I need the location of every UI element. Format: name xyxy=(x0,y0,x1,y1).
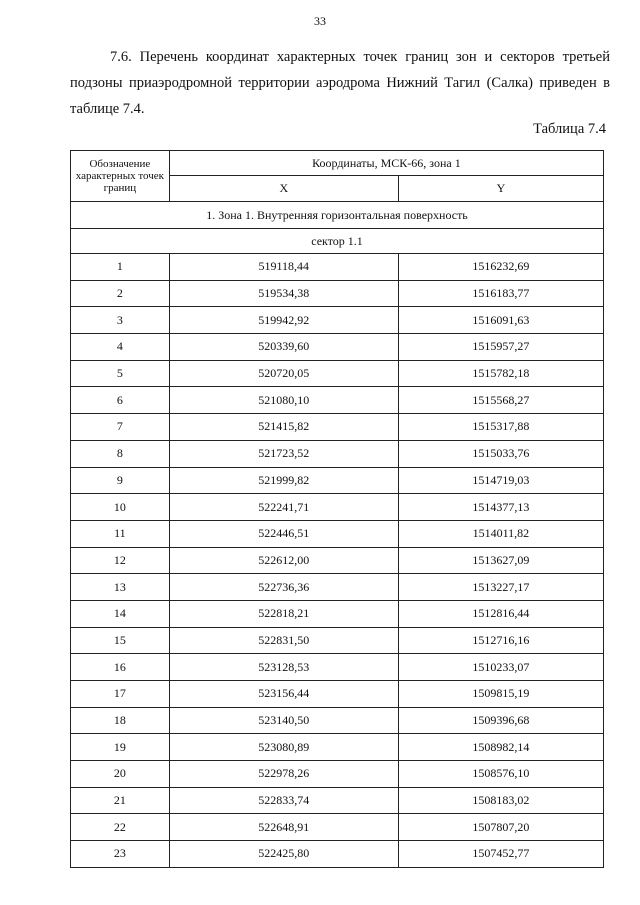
x-coordinate-cell: 520720,05 xyxy=(169,360,398,387)
y-coordinate-cell: 1514719,03 xyxy=(398,467,603,494)
point-number-cell: 16 xyxy=(71,654,170,681)
header-y: Y xyxy=(398,176,603,202)
table-row xyxy=(71,814,604,841)
x-coordinate-cell: 523140,50 xyxy=(169,707,398,734)
table-row xyxy=(71,334,604,361)
intro-paragraph xyxy=(70,44,610,122)
y-coordinate-cell: 1515317,88 xyxy=(398,414,603,441)
y-coordinate-cell: 1508183,02 xyxy=(398,787,603,814)
point-number-cell: 18 xyxy=(71,707,170,734)
table-row xyxy=(71,494,604,521)
x-coordinate-cell: 519534,38 xyxy=(169,280,398,307)
x-coordinate-cell: 522831,50 xyxy=(169,627,398,654)
x-coordinate-cell: 522978,26 xyxy=(169,761,398,788)
y-coordinate-cell: 1515957,27 xyxy=(398,334,603,361)
y-coordinate-cell: 1514011,82 xyxy=(398,520,603,547)
y-coordinate-cell: 1513627,09 xyxy=(398,547,603,574)
y-coordinate-cell: 1507452,77 xyxy=(398,841,603,868)
point-number-cell: 20 xyxy=(71,761,170,788)
table-row xyxy=(71,254,604,281)
y-coordinate-cell: 1516232,69 xyxy=(398,254,603,281)
point-number-cell: 14 xyxy=(71,600,170,627)
table-row xyxy=(71,707,604,734)
table-row xyxy=(71,654,604,681)
page-number: 33 xyxy=(314,14,326,28)
sector-title: сектор 1.1 xyxy=(71,229,604,254)
table-row xyxy=(71,574,604,601)
table-row xyxy=(71,600,604,627)
header-designation: Обозначение характерных точек границ xyxy=(71,151,170,202)
section-title: 1. Зона 1. Внутренняя горизонтальная поверхность xyxy=(71,202,604,229)
point-number-cell: 12 xyxy=(71,547,170,574)
x-coordinate-cell: 521080,10 xyxy=(169,387,398,414)
x-coordinate-cell: 522736,36 xyxy=(169,574,398,601)
coordinates-table xyxy=(70,150,604,868)
point-number-cell: 17 xyxy=(71,681,170,708)
x-coordinate-cell: 522425,80 xyxy=(169,841,398,868)
y-coordinate-cell: 1513227,17 xyxy=(398,574,603,601)
x-coordinate-cell: 522648,91 xyxy=(169,814,398,841)
x-coordinate-cell: 523128,53 xyxy=(169,654,398,681)
table-caption: Таблица 7.4 xyxy=(533,121,606,137)
x-coordinate-cell: 522612,00 xyxy=(169,547,398,574)
table-row xyxy=(71,787,604,814)
x-coordinate-cell: 521723,52 xyxy=(169,440,398,467)
point-number-cell: 6 xyxy=(71,387,170,414)
table-row xyxy=(71,761,604,788)
y-coordinate-cell: 1509815,19 xyxy=(398,681,603,708)
y-coordinate-cell: 1514377,13 xyxy=(398,494,603,521)
header-coordinates: Координаты, МСК-66, зона 1 xyxy=(169,151,603,176)
table-row xyxy=(71,360,604,387)
table-row xyxy=(71,841,604,868)
y-coordinate-cell: 1507807,20 xyxy=(398,814,603,841)
y-coordinate-cell: 1508982,14 xyxy=(398,734,603,761)
y-coordinate-cell: 1515033,76 xyxy=(398,440,603,467)
x-coordinate-cell: 522446,51 xyxy=(169,520,398,547)
point-number-cell: 2 xyxy=(71,280,170,307)
y-coordinate-cell: 1512716,16 xyxy=(398,627,603,654)
header-x: X xyxy=(169,176,398,202)
x-coordinate-cell: 522241,71 xyxy=(169,494,398,521)
x-coordinate-cell: 521415,82 xyxy=(169,414,398,441)
y-coordinate-cell: 1515568,27 xyxy=(398,387,603,414)
table-row xyxy=(71,681,604,708)
x-coordinate-cell: 519118,44 xyxy=(169,254,398,281)
point-number-cell: 9 xyxy=(71,467,170,494)
y-coordinate-cell: 1509396,68 xyxy=(398,707,603,734)
point-number-cell: 7 xyxy=(71,414,170,441)
x-coordinate-cell: 523080,89 xyxy=(169,734,398,761)
x-coordinate-cell: 519942,92 xyxy=(169,307,398,334)
y-coordinate-cell: 1516183,77 xyxy=(398,280,603,307)
x-coordinate-cell: 520339,60 xyxy=(169,334,398,361)
point-number-cell: 21 xyxy=(71,787,170,814)
point-number-cell: 1 xyxy=(71,254,170,281)
point-number-cell: 8 xyxy=(71,440,170,467)
y-coordinate-cell: 1508576,10 xyxy=(398,761,603,788)
point-number-cell: 23 xyxy=(71,841,170,868)
table-row xyxy=(71,547,604,574)
table-row xyxy=(71,280,604,307)
point-number-cell: 4 xyxy=(71,334,170,361)
point-number-cell: 13 xyxy=(71,574,170,601)
x-coordinate-cell: 521999,82 xyxy=(169,467,398,494)
point-number-cell: 3 xyxy=(71,307,170,334)
point-number-cell: 10 xyxy=(71,494,170,521)
y-coordinate-cell: 1512816,44 xyxy=(398,600,603,627)
x-coordinate-cell: 523156,44 xyxy=(169,681,398,708)
table-row xyxy=(71,307,604,334)
point-number-cell: 15 xyxy=(71,627,170,654)
table-row xyxy=(71,387,604,414)
x-coordinate-cell: 522818,21 xyxy=(169,600,398,627)
point-number-cell: 22 xyxy=(71,814,170,841)
table-row xyxy=(71,414,604,441)
table-row xyxy=(71,627,604,654)
y-coordinate-cell: 1515782,18 xyxy=(398,360,603,387)
y-coordinate-cell: 1516091,63 xyxy=(398,307,603,334)
table-row xyxy=(71,467,604,494)
point-number-cell: 11 xyxy=(71,520,170,547)
point-number-cell: 19 xyxy=(71,734,170,761)
table-row xyxy=(71,734,604,761)
intro-text: 7.6. Перечень координат характерных точек границ зон и секторов третьей подзоны приаэродромной территории аэродрома Нижний Тагил (Салка) приведен в таблице 7.4. xyxy=(70,49,610,117)
point-number-cell: 5 xyxy=(71,360,170,387)
x-coordinate-cell: 522833,74 xyxy=(169,787,398,814)
table-row xyxy=(71,440,604,467)
y-coordinate-cell: 1510233,07 xyxy=(398,654,603,681)
table-row xyxy=(71,520,604,547)
